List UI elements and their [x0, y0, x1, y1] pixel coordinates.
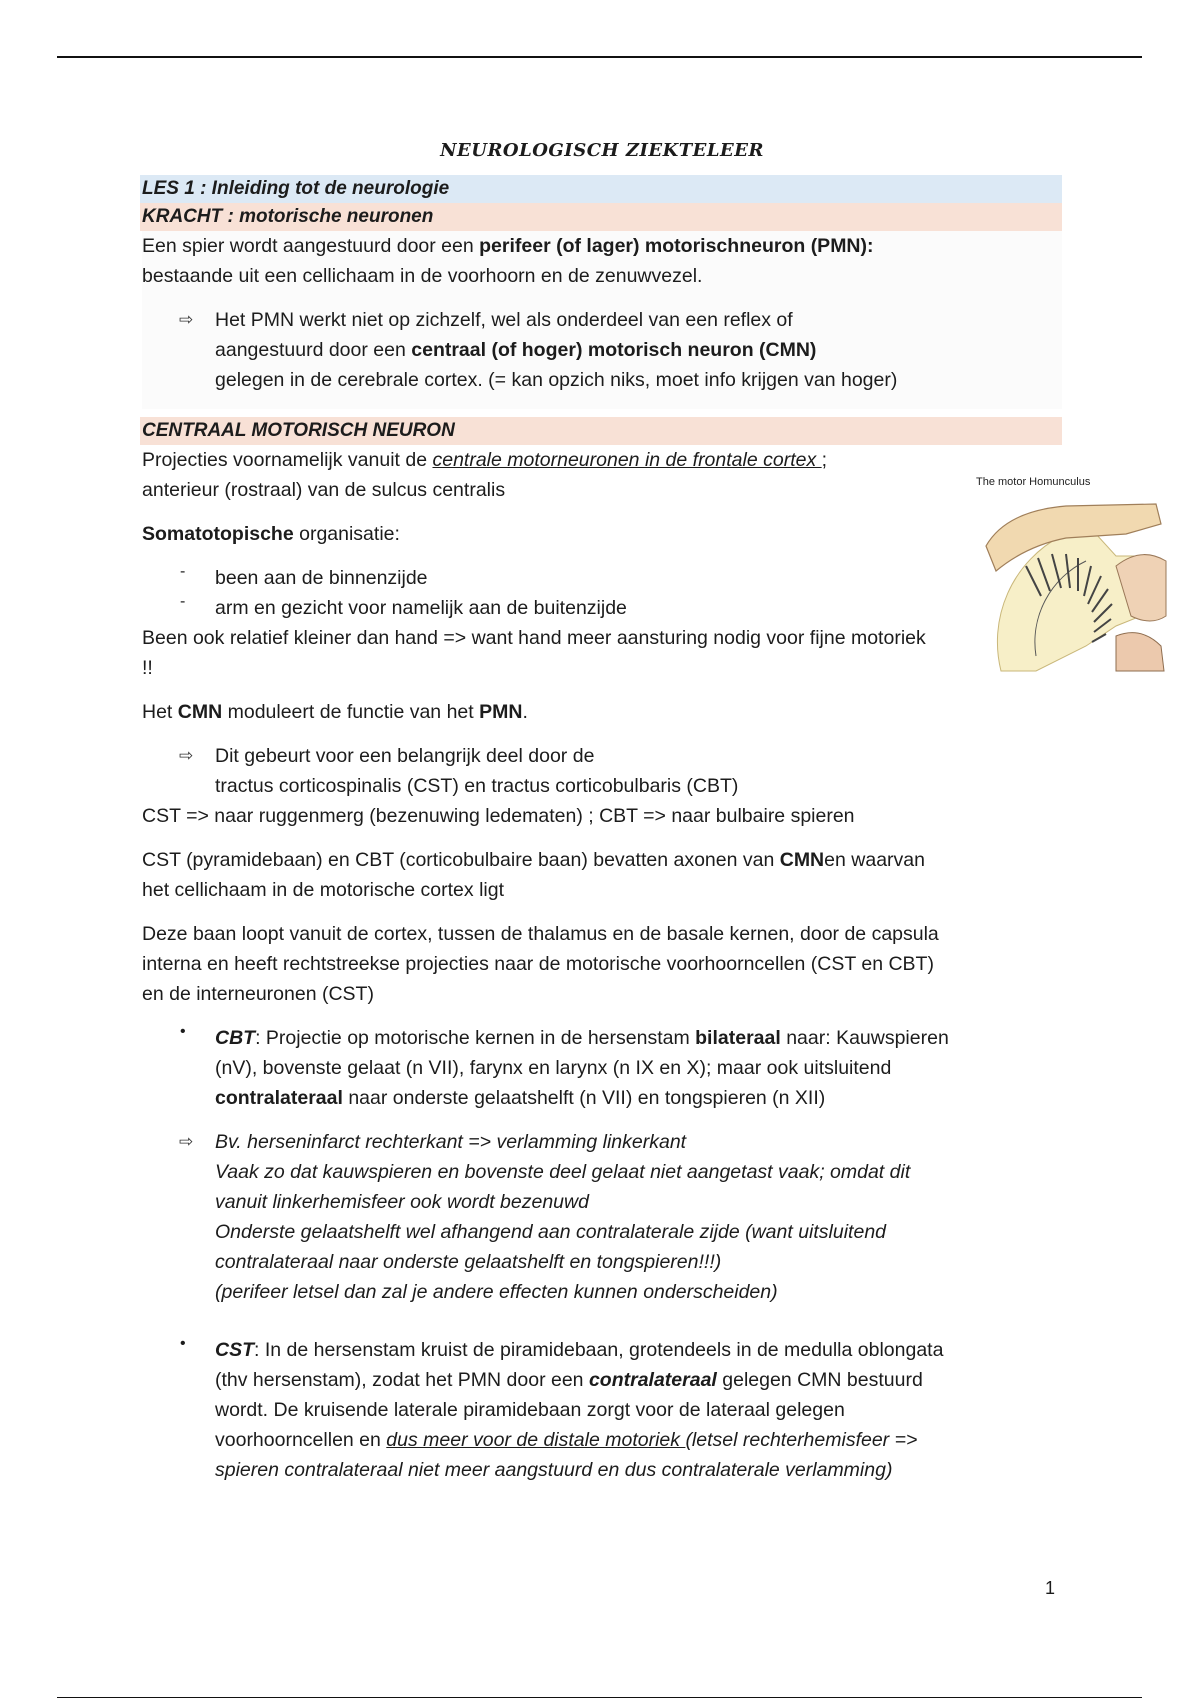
right-arrow-icon: ⇨ — [179, 746, 194, 765]
list-item: - been aan de binnenzijde — [180, 563, 428, 589]
paragraph: Somatotopische organisatie: — [142, 523, 400, 545]
header-rule — [57, 56, 1142, 58]
right-arrow-icon: ⇨ — [179, 310, 194, 329]
kracht-block — [142, 231, 1062, 409]
document-title: NEUROLOGISCH ZIEKTELEER — [440, 140, 764, 161]
arrow-item: ⇨ Dit gebeurt voor een belangrijk deel door de tractus corticospinalis (CST) en tractus corticobulbaris (CBT) — [142, 741, 1062, 801]
example-item: ⇨ Bv. herseninfarct rechterkant => verlamming linkerkant Vaak zo dat kauwspieren en bovenste deel gelaat niet aangetast vaak; omdat dit vanuit linkerhemisfeer ook wordt bezenuwd Onderste gelaatshelft wel afhangend aan contralaterale zijde (want uitsluitend contralateraal naar onderste gelaatshelft en tongspieren!!!) (perifeer letsel dan zal je andere effecten kunnen onderscheiden) — [142, 1127, 1062, 1307]
bullet-icon: • — [180, 1023, 186, 1040]
page-number: 1 — [1045, 1578, 1056, 1598]
right-arrow-icon: ⇨ — [179, 1132, 194, 1151]
footer-rule — [57, 1697, 1142, 1698]
paragraph: Projecties voornamelijk vanuit de centrale motorneuronen in de frontale cortex ; — [142, 449, 828, 471]
paragraph: Een spier wordt aangestuurd door een perifeer (of lager) motorischneuron (PMN): — [142, 235, 874, 257]
paragraph: CST => naar ruggenmerg (bezenuwing ledematen) ; CBT => naar bulbaire spieren — [142, 805, 855, 827]
paragraph: het cellichaam in de motorische cortex ligt — [142, 879, 504, 901]
paragraph: interna en heeft rechtstreekse projecties naar de motorische voorhoorncellen (CST en CBT) — [142, 953, 934, 975]
arrow-item: ⇨ Het PMN werkt niet op zichzelf, wel als onderdeel van een reflex of aangestuurd door een centraal (of hoger) motorisch neuron (CMN) gelegen in de cerebrale cortex. (= kan opzich niks, moet info krijgen van hoger) — [142, 305, 1062, 395]
document-page — [142, 140, 1062, 1485]
figure-caption: The motor Homunculus — [976, 476, 1091, 488]
paragraph: Deze baan loopt vanuit de cortex, tussen de thalamus en de basale kernen, door de capsula — [142, 923, 939, 945]
section-heading-kracht: KRACHT : motorische neuronen — [140, 203, 1062, 231]
section-heading-cmn: CENTRAAL MOTORISCH NEURON — [140, 417, 1062, 445]
bullet-item-cst: • CST: In de hersenstam kruist de piramidebaan, grotendeels in de medulla oblongata (thv hersenstam), zodat het PMN door een contralateraal gelegen CMN bestuurd wordt. De kruisende laterale piramidebaan zorgt voor de lateraal gelegen voorhoorncellen en dus meer voor de distale motoriek (letsel rechterhemisfeer => spieren contralateraal niet meer aangstuurd en dus contralaterale verlamming) — [180, 1335, 944, 1481]
paragraph: bestaande uit een cellichaam in de voorhoorn en de zenuwvezel. — [142, 265, 703, 287]
paragraph: !! — [142, 657, 153, 679]
paragraph: CST (pyramidebaan) en CBT (corticobulbaire baan) bevatten axonen van CMNen waarvan — [142, 849, 925, 871]
paragraph: en de interneuronen (CST) — [142, 983, 374, 1005]
homunculus-illustration — [966, 476, 1171, 676]
bullet-item-cbt: • CBT: Projectie op motorische kernen in de hersenstam bilateraal naar: Kauwspieren (nV), bovenste gelaat (n VII), farynx en larynx (n IX en X); maar ook uitsluitend contralateraal naar onderste gelaatshelft (n VII) en tongspieren (n XII) — [180, 1023, 949, 1109]
paragraph: Been ook relatief kleiner dan hand => want hand meer aansturing nodig voor fijne motoriek — [142, 627, 926, 649]
motor-homunculus-figure — [966, 476, 1171, 676]
section-heading-les1: LES 1 : Inleiding tot de neurologie — [140, 175, 1062, 203]
list-item: - arm en gezicht voor namelijk aan de buitenzijde — [180, 593, 627, 619]
bullet-icon: • — [180, 1335, 186, 1352]
paragraph: anterieur (rostraal) van de sulcus centralis — [142, 479, 506, 501]
paragraph: Het CMN moduleert de functie van het PMN. — [142, 701, 528, 723]
